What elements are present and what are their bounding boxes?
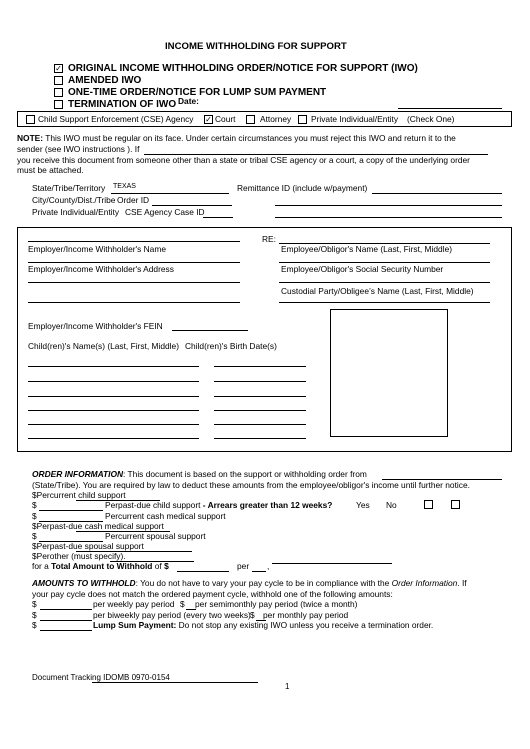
- note-line-1: [17, 134, 456, 144]
- yes-label: Yes: [356, 500, 370, 510]
- amounts-heading: AMOUNTS TO WITHHOLD: [32, 578, 136, 588]
- per-label: Per: [105, 511, 119, 521]
- original-iwo-checkbox[interactable]: ✓: [55, 64, 62, 73]
- child-birth-field[interactable]: [214, 396, 306, 397]
- re-label: RE:: [262, 234, 276, 244]
- private-entity-label: Private Individual/Entity: [32, 207, 120, 217]
- remittance-id-field[interactable]: [372, 193, 502, 194]
- note-label: NOTE:: [17, 133, 44, 143]
- arrears-no-checkbox[interactable]: [451, 500, 460, 509]
- dollar-sign: $: [32, 500, 37, 510]
- dollar-sign: $: [250, 610, 255, 620]
- lump-sum-row: [93, 621, 433, 631]
- per-label: Per: [36, 521, 50, 531]
- employer-fein-field[interactable]: [172, 330, 248, 331]
- child-birth-field[interactable]: [214, 410, 306, 411]
- child-name-field[interactable]: [28, 396, 199, 397]
- employee-name-label: Employee/Obligor's Name (Last, First, Middle): [281, 244, 453, 254]
- city-county-field[interactable]: [275, 205, 502, 206]
- option-termination: TERMINATION OF IWO: [68, 99, 177, 110]
- dollar-sign: $: [32, 521, 37, 531]
- lump-sum-label: Lump Sum Payment:: [93, 620, 177, 630]
- note-line-4: must be attached.: [17, 165, 84, 175]
- employer-fein-label: Employer/Income Withholder's FEIN: [28, 321, 163, 331]
- dollar-sign: $: [32, 620, 37, 630]
- current-child-support-label: current child support: [49, 490, 126, 500]
- child-name-field[interactable]: [28, 424, 199, 425]
- note-text-1: This IWO must be regular on its face. Under certain circumstances you must reject this IWO and return it to the: [43, 133, 456, 143]
- lump-sum-amount-field[interactable]: [40, 630, 92, 631]
- document-tracking-label: Document Tracking ID: [32, 673, 112, 682]
- semimonthly-label: per semimonthly pay period (twice a month): [195, 599, 358, 609]
- per-label: Per: [36, 541, 50, 551]
- total-amount-label: Total Amount to Withhold: [51, 561, 153, 571]
- lump-sum-checkbox[interactable]: [54, 88, 63, 97]
- dollar-sign: $: [32, 490, 37, 500]
- child-birth-field[interactable]: [214, 381, 306, 382]
- cse-agency-checkbox[interactable]: [26, 115, 35, 124]
- cse-case-id-label: CSE Agency Case ID: [125, 207, 205, 217]
- cse-case-id-field[interactable]: [203, 217, 233, 218]
- court-checkbox[interactable]: ✓: [205, 115, 212, 124]
- child-birth-field[interactable]: [214, 438, 306, 439]
- state-tribe-value: TEXAS: [113, 183, 136, 190]
- employer-address-label: Employer/Income Withholder's Address: [28, 264, 174, 274]
- comma: ,: [267, 561, 270, 571]
- children-names-label: Child(ren)'s Name(s) (Last, First, Middle): [28, 341, 179, 351]
- biweekly-amount-field[interactable]: [40, 620, 92, 621]
- weekly-amount-field[interactable]: [40, 609, 92, 610]
- child-name-field[interactable]: [28, 438, 199, 439]
- child-name-field[interactable]: [28, 410, 199, 411]
- past-due-medical-support-label: past-due cash medical support: [49, 521, 164, 531]
- amounts-order-info-ref: Order Information: [391, 578, 458, 588]
- total-per-field[interactable]: [252, 571, 266, 572]
- current-spousal-support-label: current spousal support: [118, 531, 206, 541]
- lump-sum-text: Do not stop any existing IWO unless you receive a termination order.: [176, 620, 434, 630]
- dollar-sign: $: [32, 531, 37, 541]
- document-tracking-field[interactable]: [92, 682, 258, 683]
- employer-address-line-2[interactable]: [28, 282, 240, 283]
- custodial-party-field[interactable]: [279, 302, 490, 303]
- remittance-id-label: Remittance ID (include w/payment): [237, 183, 368, 193]
- past-due-spousal-support-label: past-due spousal support: [49, 541, 144, 551]
- dollar-sign: $: [180, 599, 185, 609]
- amounts-text-1: : You do not have to vary your pay cycle to be in compliance with the: [135, 578, 392, 588]
- state-tribe-field[interactable]: [111, 193, 229, 194]
- employee-ssn-field[interactable]: [279, 282, 490, 283]
- past-due-child-support-row: [105, 501, 332, 511]
- dollar-sign: $: [32, 599, 37, 609]
- total-amount-row: [32, 562, 169, 572]
- amounts-line-2: your pay cycle does not match the ordered payment cycle, withhold one of the following amounts:: [32, 589, 393, 599]
- monthly-label: per monthly pay period: [263, 610, 349, 620]
- past-due-child-support-label: past-due child support: [118, 500, 201, 510]
- total-per-label: per: [237, 561, 250, 571]
- check-one-label: (Check One): [407, 114, 455, 124]
- per-label: Per: [36, 551, 50, 561]
- employer-address-line-3[interactable]: [28, 302, 240, 303]
- amounts-line-1: [32, 579, 467, 589]
- total-prefix: for a: [32, 561, 52, 571]
- dollar-sign: $: [164, 561, 169, 571]
- no-label: No: [386, 500, 397, 510]
- order-id-field[interactable]: [152, 205, 232, 206]
- employer-name-field[interactable]: [28, 241, 240, 242]
- option-lump-sum: ONE-TIME ORDER/NOTICE FOR LUMP SUM PAYMENT: [68, 87, 327, 98]
- employer-address-field[interactable]: [28, 262, 240, 263]
- option-original-iwo: ORIGINAL INCOME WITHHOLDING ORDER/NOTICE FOR SUPPORT (IWO): [68, 63, 418, 74]
- cse-agency-label: Child Support Enforcement (CSE) Agency: [38, 114, 194, 124]
- note-line-2: sender (see IWO instructions ). If: [17, 144, 140, 154]
- private-entity-field[interactable]: [275, 217, 502, 218]
- city-county-label: City/County/Dist./Tribe: [32, 195, 116, 205]
- order-info-heading: ORDER INFORMATION: [32, 469, 124, 479]
- employee-name-field[interactable]: [279, 262, 490, 263]
- past-due-child-support-amount-field[interactable]: [39, 510, 103, 511]
- amounts-text-1-end: . If: [457, 578, 467, 588]
- period: .: [123, 551, 126, 561]
- termination-checkbox[interactable]: [54, 100, 63, 109]
- form-title: INCOME WITHHOLDING FOR SUPPORT: [165, 41, 347, 52]
- order-info-line-2: (State/Tribe). You are required by law to deduct these amounts from the employee/obligor's income until further notice.: [32, 480, 470, 490]
- page-number: 1: [285, 682, 290, 691]
- biweekly-label: per biweekly pay period (every two weeks): [93, 610, 251, 620]
- dollar-sign: $: [32, 541, 37, 551]
- date-field[interactable]: [398, 108, 502, 109]
- other-support-label: other (must specify): [49, 551, 124, 561]
- remittance-address-box[interactable]: [330, 309, 448, 437]
- attorney-label: Attorney: [260, 114, 292, 124]
- per-label: Per: [36, 490, 50, 500]
- children-birth-label: Child(ren)'s Birth Date(s): [185, 341, 277, 351]
- court-label: Court: [215, 114, 236, 124]
- note-line-3: you receive this document from someone other than a state or tribal CSE agency or a court, a copy of the underlying order: [17, 155, 470, 165]
- employee-ssn-label: Employee/Obligor's Social Security Number: [281, 264, 444, 274]
- private-individual-label: Private Individual/Entity: [311, 114, 399, 124]
- order-info-line-1: [32, 470, 367, 480]
- employer-name-label: Employer/Income Withholder's Name: [28, 244, 166, 254]
- private-individual-checkbox[interactable]: [298, 115, 307, 124]
- child-birth-field[interactable]: [214, 366, 306, 367]
- per-label: Per: [105, 500, 119, 510]
- child-name-field[interactable]: [28, 381, 199, 382]
- arrears-yes-checkbox[interactable]: [424, 500, 433, 509]
- order-id-label: Order ID: [117, 195, 150, 205]
- date-label: Date:: [178, 96, 199, 106]
- option-amended-iwo: AMENDED IWO: [68, 75, 142, 86]
- dollar-sign: $: [32, 511, 37, 521]
- child-name-field[interactable]: [28, 366, 199, 367]
- attorney-checkbox[interactable]: [246, 115, 255, 124]
- footer-tracking: [32, 673, 170, 682]
- current-medical-support-label: current cash medical support: [118, 511, 226, 521]
- state-tribe-label: State/Tribe/Territory: [32, 183, 106, 193]
- total-of-label: of: [152, 561, 165, 571]
- omb-number: OMB 0970-0154: [111, 673, 170, 682]
- total-period-field[interactable]: [272, 563, 392, 564]
- weekly-label: per weekly pay period: [93, 599, 175, 609]
- per-label: Per: [105, 531, 119, 541]
- total-amount-field[interactable]: [177, 571, 229, 572]
- custodial-party-label: Custodial Party/Obligee’s Name (Last, First, Middle): [281, 286, 474, 296]
- order-info-text-1: : This document is based on the support or withholding order from: [123, 469, 367, 479]
- amended-iwo-checkbox[interactable]: [54, 76, 63, 85]
- dollar-sign: $: [32, 551, 37, 561]
- arrears-question: - Arrears greater than 12 weeks?: [200, 500, 333, 510]
- dollar-sign: $: [32, 610, 37, 620]
- child-birth-field[interactable]: [214, 424, 306, 425]
